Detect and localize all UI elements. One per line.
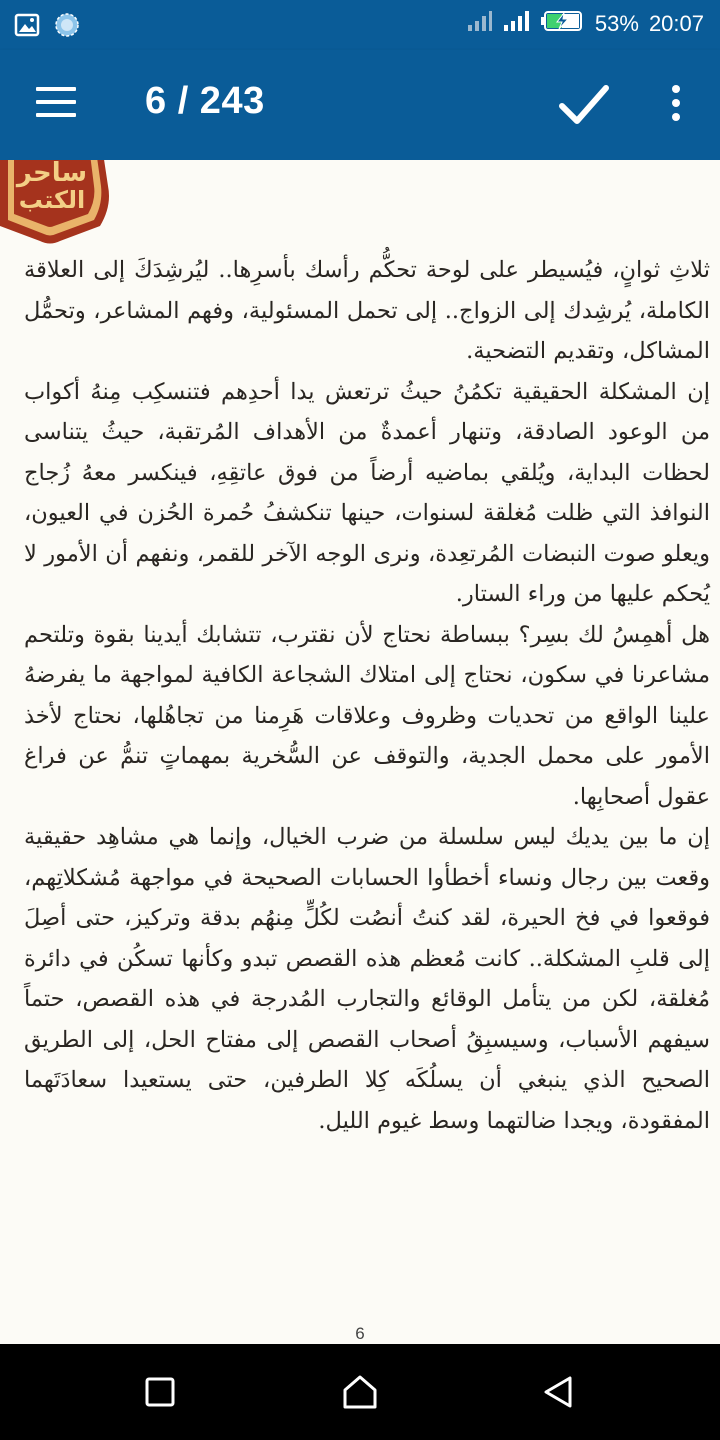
paragraph: إن المشكلة الحقيقية تكمُنُ حيثُ ترتعش يدا أحدِهم فتنسكِب مِنهُ أكواب من الوعود الصادقة، وتنهار أعمدةٌ من الأهداف المُرتقبة، حيثُ يتناسى لحظات البداية، ويُلقي بماضيه أرضاً من فوق عاتقِهِ، فينكسر معهُ زُجاج النوافذ التي ظلت مُغلقة لسنوات، حينها تنكشفُ حُمرة الحُزن في العيون، ويعلو صوت النبضات المُرتعِدة، ونرى الوجه الآخر للقمر، ونفهم أن الأمور لا يُحكم عليها من وراء الستار. <box>24 378 711 607</box>
paragraph: ثلاثِ ثوانٍ، فيُسيطر على لوحة تحكُّم رأسك بأسرِها.. ليُرشِدَكَ إلى العلاقة الكاملة، يُرشِدك إلى الزواج.. إلى تحمل المسئولية، وفهم المشاعر، وتحمُّل المشاكل، وتقديم التضحية. <box>24 257 710 364</box>
paragraph: إن ما بين يديك ليس سلسلة من ضرب الخيال، وإنما هي مشاهِد حقيقية وقعت بين رجال ونساء أخطأوا الحسابات الصحيحة في مواجهة مُشكلاتِهم، فوقعوا في فخ الحيرة، لقد كنتُ أنصُت لكُلٍّ مِنهُم بدقة وتركيز، حتى أصِلَ إلى قلبِ المشكلة.. كانت مُعظم هذه القصص تبدو وكأنها تسكُن في دائرة مُغلقة، لكن من يتأمل الوقائع والتجارب المُدرجة في هذه القصص، حتماً سيفهم الأسباب، وسيسبِقُ أصحاب القصص إلى مفتاح الحل، إلى الطريق الصحيح الذي ينبغي أن يسلُكَه كِلا الطرفين، حتى يستعيدا سعادَتَهما المفقودة، ويجدا ضالتهما وسط غيوم الليل. <box>24 824 710 1134</box>
page-number: 6 <box>355 1324 365 1343</box>
navigation-bar <box>0 1344 720 1440</box>
check-icon[interactable] <box>558 80 610 130</box>
publisher-logo-stamp <box>0 160 115 256</box>
reader-toolbar <box>0 50 720 160</box>
menu-icon[interactable] <box>36 87 76 123</box>
home-icon[interactable] <box>338 1370 382 1414</box>
more-vertical-icon[interactable] <box>662 85 690 127</box>
signal-weak-icon <box>467 10 493 38</box>
svg-text:الكتب: الكتب <box>18 186 86 214</box>
page-text <box>24 250 710 1141</box>
app-circle-icon <box>54 12 80 42</box>
page-counter[interactable]: 6 / 243 <box>145 80 265 122</box>
recent-apps-icon[interactable] <box>138 1370 182 1414</box>
battery-charging-icon <box>541 10 585 38</box>
signal-icon <box>503 10 531 38</box>
back-icon[interactable] <box>536 1370 580 1414</box>
paragraph: هل أهمِسُ لك بسِر؟ ببساطة نحتاج لأن نقترب، تتشابك أيدينا بقوة وتلتحم مشاعرنا في سكون، نحتاج إلى امتلاك الشجاعة الكافية لمواجهة ما يفرضهُ علينا الواقع من تحديات وظروف وعلاقات هَرِمنا من تجاهُلها، نحتاج لأخذ الأمور على محمل الجدية، والتوقف عن السُّخرية بمهماتٍ تنمُّ عن فراغ عقول أصحابِها. <box>24 621 710 810</box>
gallery-icon <box>14 13 40 41</box>
book-page[interactable] <box>0 160 720 1344</box>
battery-percentage: 53% <box>594 11 639 36</box>
status-bar <box>0 0 720 50</box>
svg-text:ساحر: ساحر <box>16 160 88 188</box>
clock: 20:07 <box>648 11 704 36</box>
